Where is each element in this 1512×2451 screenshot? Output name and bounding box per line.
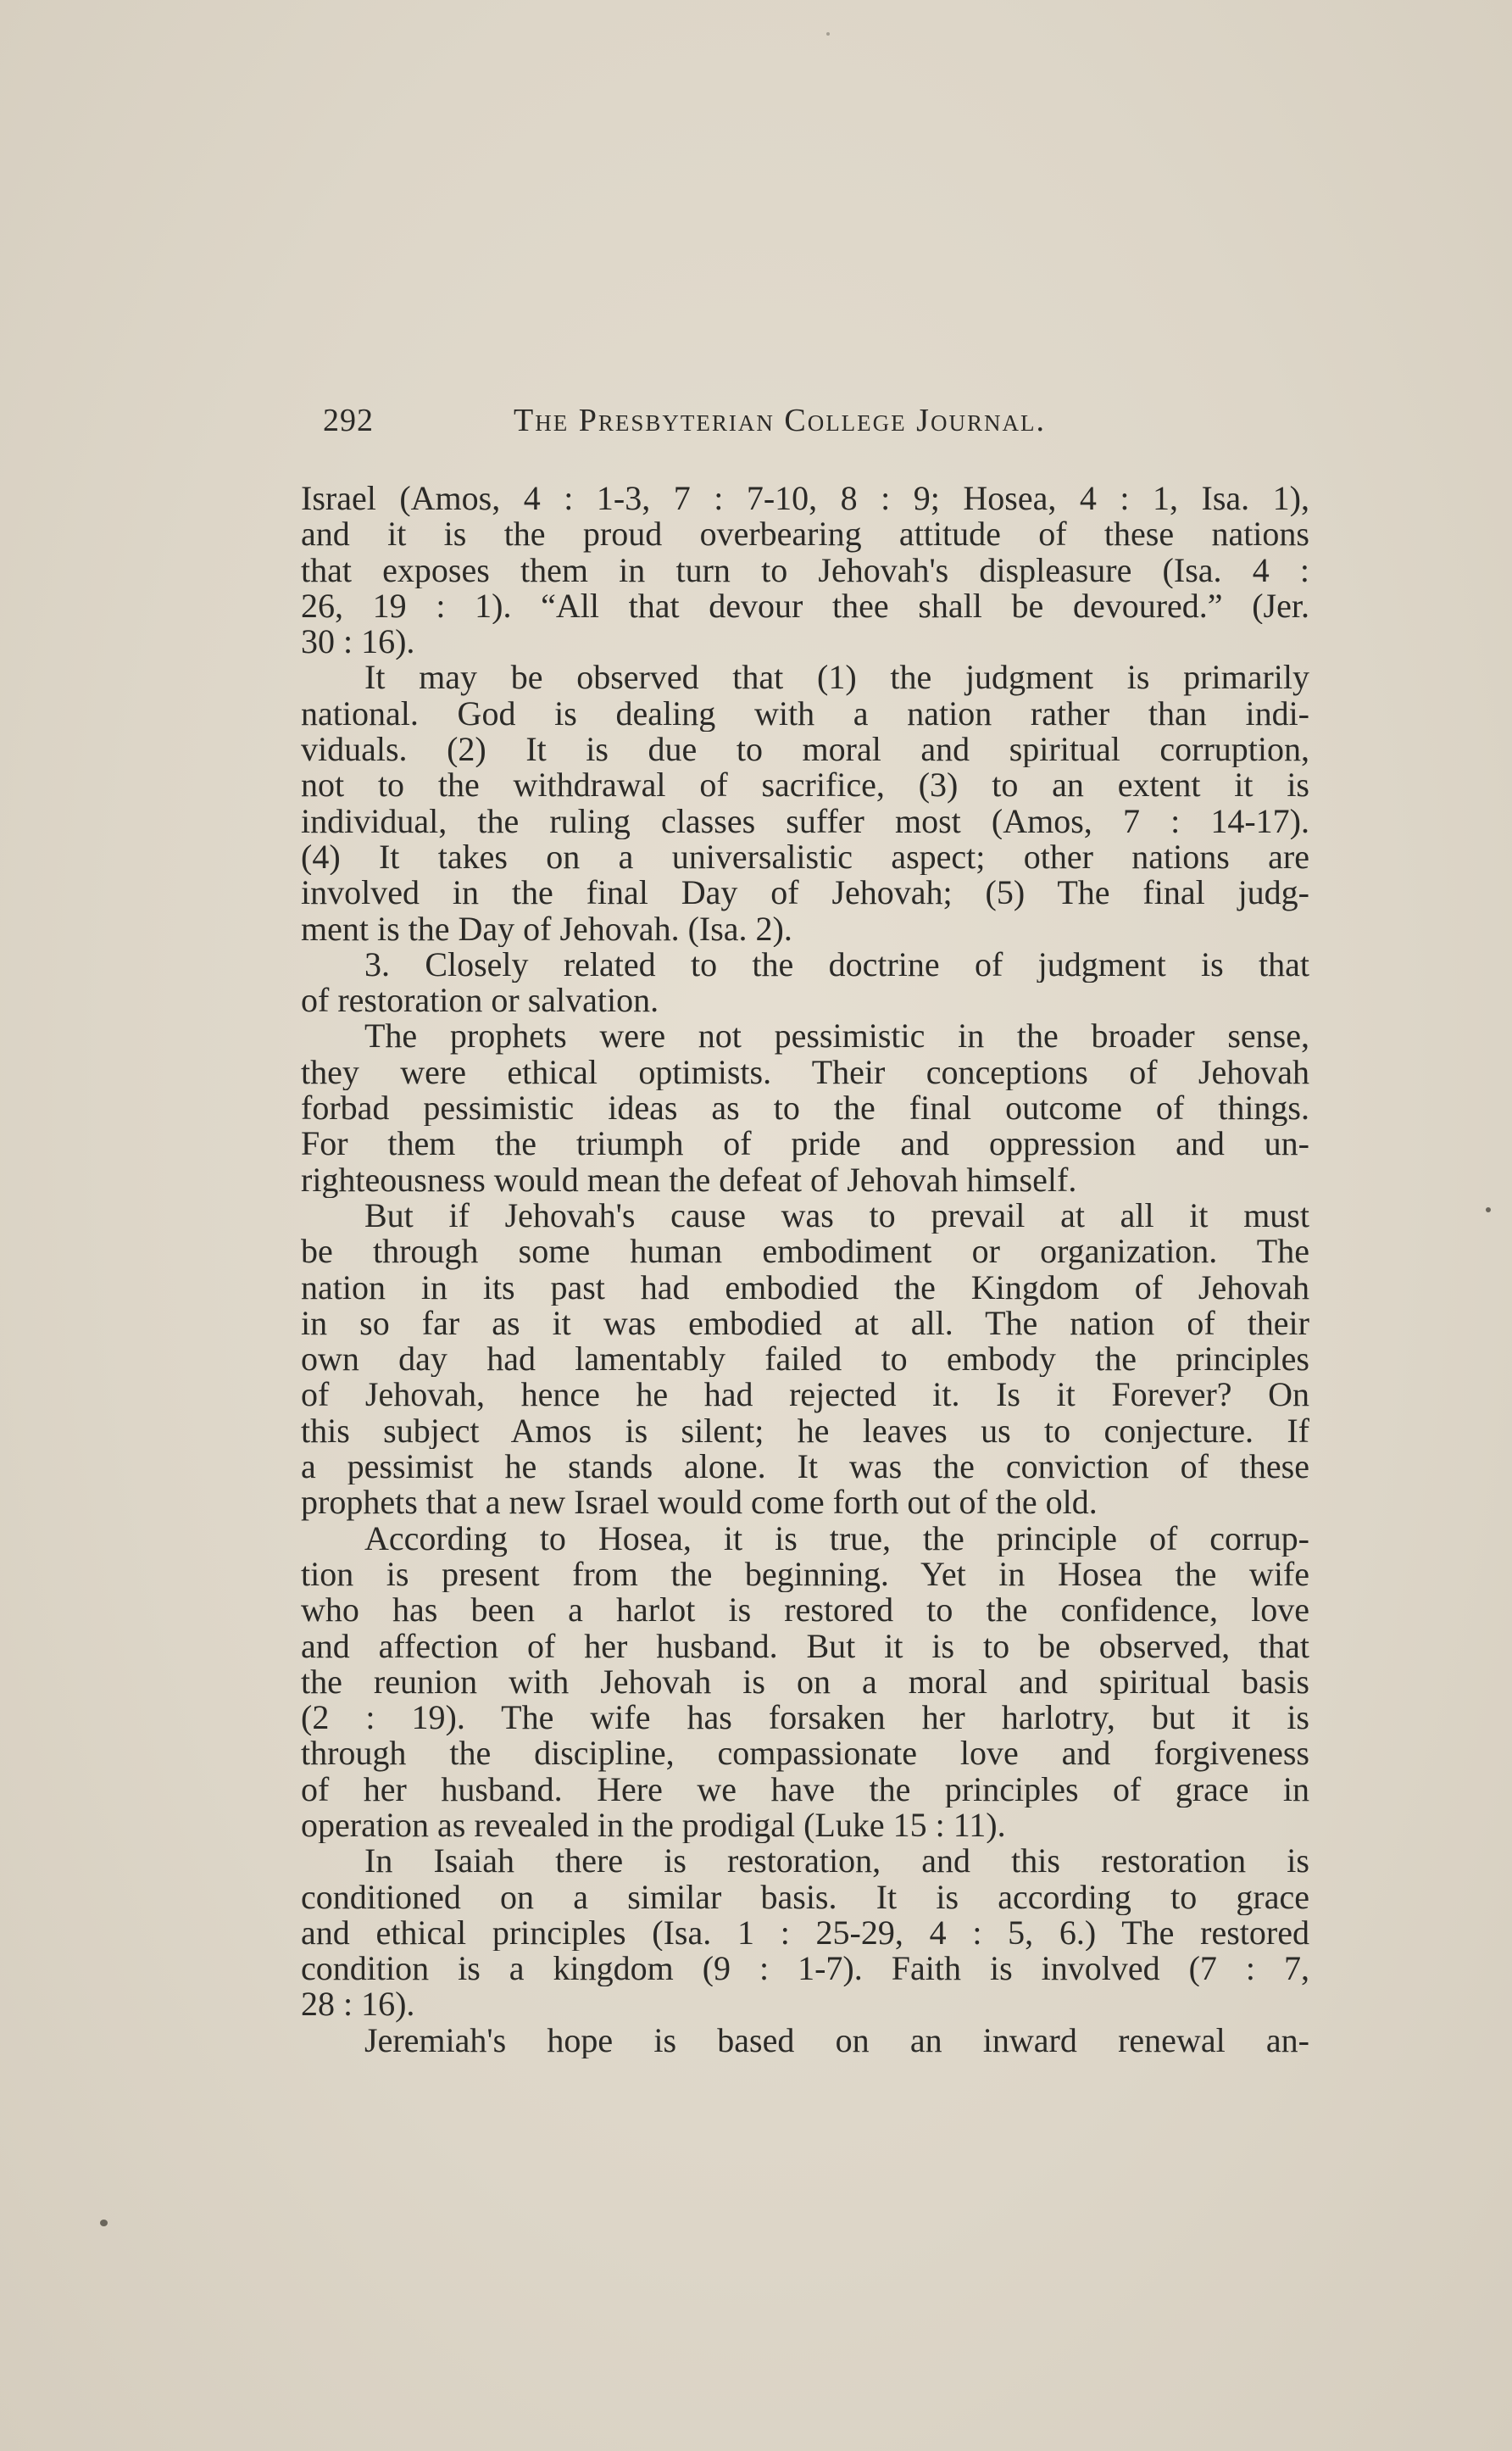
text-line: that exposes them in turn to Jehovah's displeasure (Isa. 4 :: [301, 552, 1309, 588]
text-line: Israel (Amos, 4 : 1-3, 7 : 7-10, 8 : 9; Hosea, 4 : 1, Isa. 1),: [301, 481, 1309, 517]
page-header: [323, 402, 1298, 453]
text-line: 30 : 16).: [301, 624, 415, 660]
text-line: prophets that a new Israel would come forth out of the old.: [301, 1485, 1098, 1521]
ink-speck: [100, 2220, 108, 2226]
text-line: tion is present from the beginning. Yet in Hosea the wife: [301, 1556, 1309, 1593]
text-line: a pessimist he stands alone. It was the conviction of these: [301, 1449, 1309, 1485]
text-line: individual, the ruling classes suffer most (Amos, 7 : 14-17).: [301, 803, 1309, 839]
text-line: In Isaiah there is restoration, and this restoration is: [364, 1843, 1309, 1880]
text-line: through the discipline, compassionate love and forgiveness: [301, 1735, 1309, 1772]
text-line: viduals. (2) It is due to moral and spiritual corruption,: [301, 732, 1309, 768]
text-line: 28 : 16).: [301, 1986, 415, 2023]
text-line: national. God is dealing with a nation rather than indi-: [301, 695, 1309, 733]
text-line: the reunion with Jehovah is on a moral and spiritual basis: [301, 1663, 1309, 1701]
text-line: (4) It takes on a universalistic aspect; other nations are: [301, 838, 1309, 876]
text-line: nation in its past had embodied the Kingdom of Jehovah: [301, 1269, 1309, 1306]
text-line: they were ethical optimists. Their conceptions of Jehovah: [301, 1054, 1309, 1091]
text-line: forbad pessimistic ideas as to the final outcome of things.: [301, 1090, 1309, 1127]
text-line: of Jehovah, hence he had rejected it. Is it Forever? On: [301, 1377, 1309, 1413]
text-line: For them the triumph of pride and oppression and un-: [301, 1126, 1309, 1162]
text-line: be through some human embodiment or organization. The: [301, 1234, 1309, 1270]
text-line: and ethical principles (Isa. 1 : 25-29, 4 : 5, 6.) The restored: [301, 1914, 1309, 1952]
text-line: It may be observed that (1) the judgment is primarily: [364, 660, 1309, 696]
text-line: The prophets were not pessimistic in the broader sense,: [364, 1018, 1309, 1055]
running-title: The Presbyterian College Journal.: [514, 403, 1046, 438]
text-line: (2 : 19). The wife has forsaken her harlotry, but it is: [301, 1700, 1309, 1736]
text-line: of her husband. Here we have the principles of grace in: [301, 1771, 1309, 1808]
text-line: this subject Amos is silent; he leaves us to conjecture. If: [301, 1412, 1309, 1450]
text-line: involved in the final Day of Jehovah; (5) The final judg-: [301, 875, 1309, 911]
text-line: and it is the proud overbearing attitude of these nations: [301, 516, 1309, 553]
body-text: [301, 481, 1309, 2058]
text-line: ment is the Day of Jehovah. (Isa. 2).: [301, 911, 792, 947]
text-line: But if Jehovah's cause was to prevail at all it must: [364, 1197, 1309, 1234]
text-line: own day had lamentably failed to embody the principles: [301, 1341, 1309, 1378]
ink-speck: [826, 32, 830, 36]
text-line: in so far as it was embodied at all. The nation of their: [301, 1305, 1309, 1342]
text-line: condition is a kingdom (9 : 1-7). Faith is involved (7 : 7,: [301, 1951, 1309, 1987]
text-line: According to Hosea, it is true, the principle of corrup-: [364, 1520, 1309, 1557]
text-line: of restoration or salvation.: [301, 983, 659, 1019]
text-line: and affection of her husband. But it is to be observed, that: [301, 1628, 1309, 1664]
text-line: 3. Closely related to the doctrine of judgment is that: [364, 946, 1309, 983]
text-line: Jeremiah's hope is based on an inward renewal an-: [364, 2022, 1309, 2059]
text-line: operation as revealed in the prodigal (Luke 15 : 11).: [301, 1807, 1006, 1844]
text-line: righteousness would mean the defeat of Jehovah himself.: [301, 1161, 1077, 1198]
text-line: not to the withdrawal of sacrifice, (3) to an extent it is: [301, 767, 1309, 804]
text-line: 26, 19 : 1). “All that devour thee shall be devoured.” (Jer.: [301, 588, 1309, 625]
ink-speck: [1486, 1207, 1491, 1212]
text-line: who has been a harlot is restored to the confidence, love: [301, 1592, 1309, 1629]
text-line: conditioned on a similar basis. It is according to grace: [301, 1879, 1309, 1915]
page-number: 292: [323, 403, 374, 438]
